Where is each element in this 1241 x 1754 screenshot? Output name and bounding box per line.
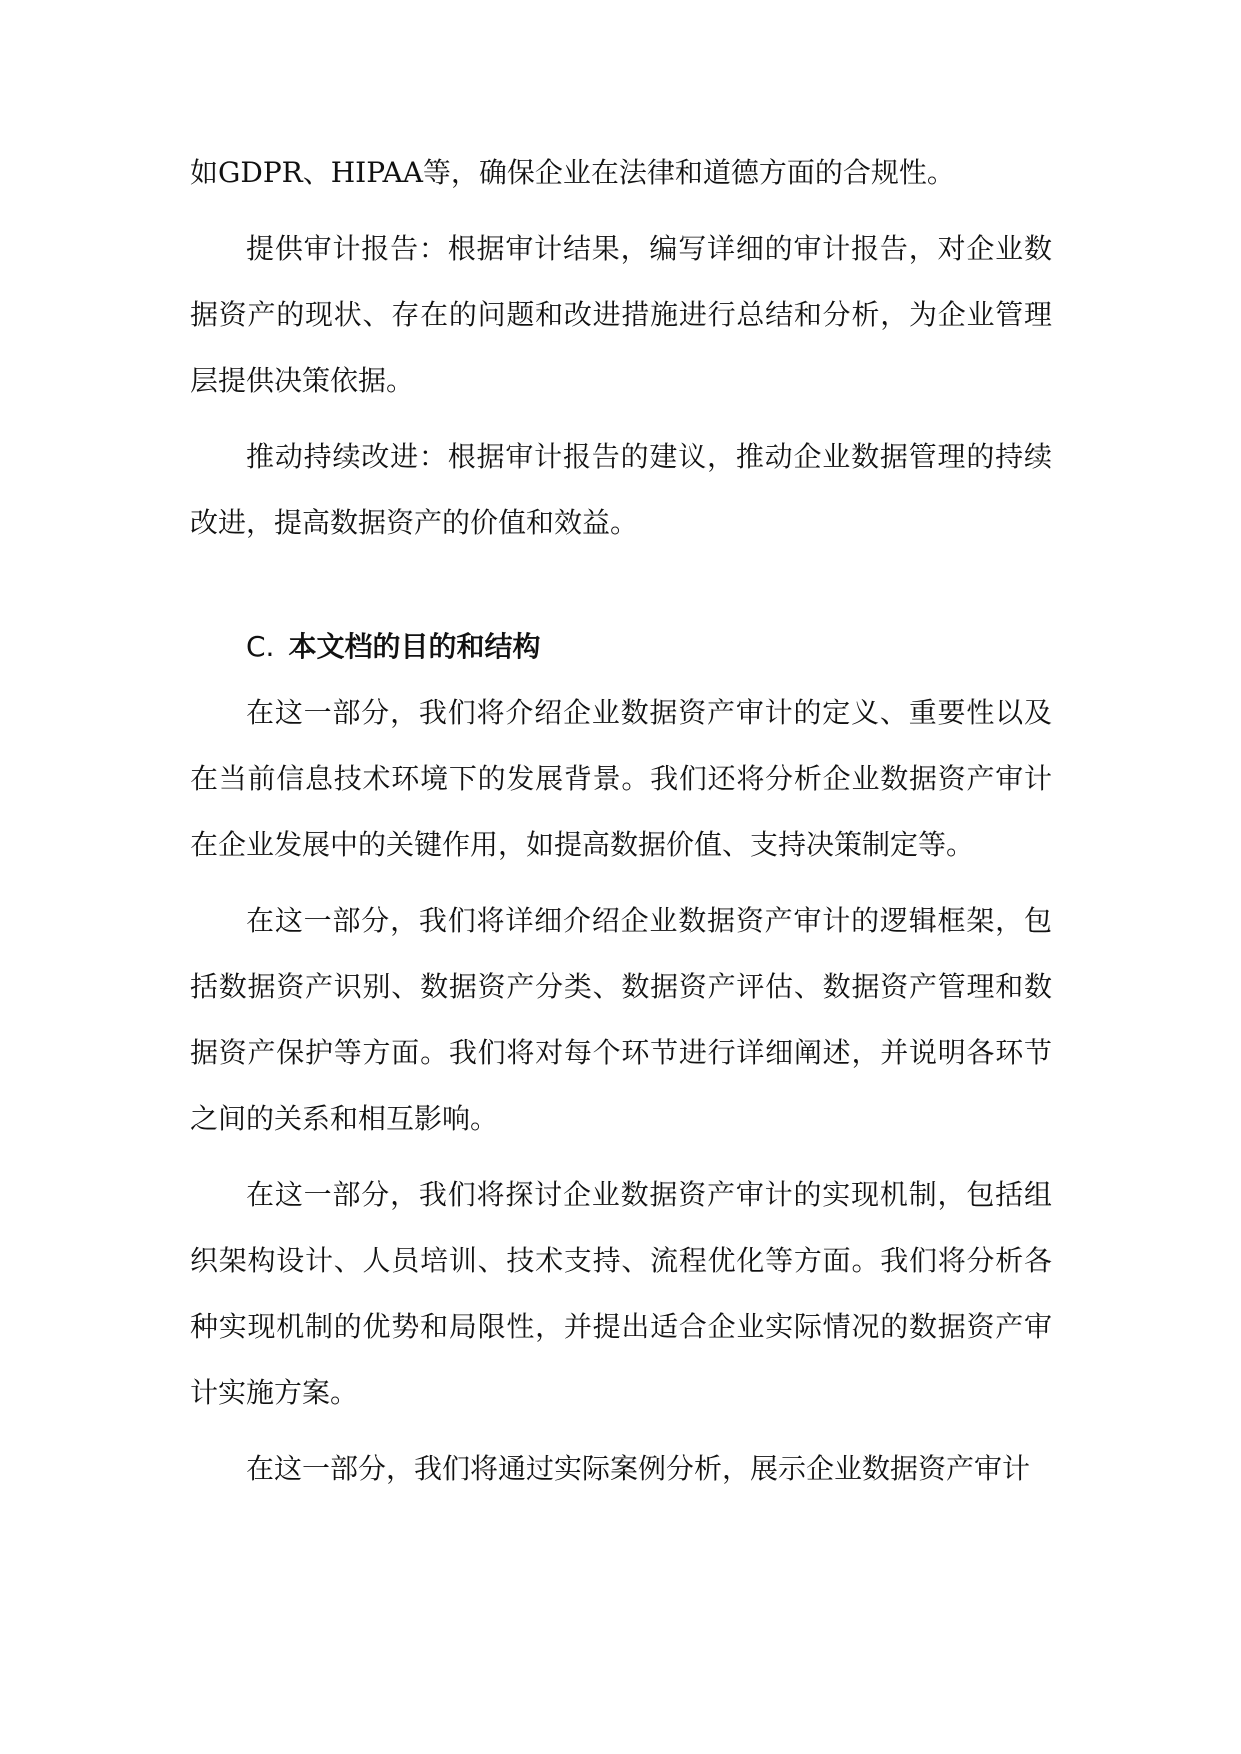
paragraph-continuous-improvement: 推动持续改进：根据审计报告的建议，推动企业数据管理的持续改进，提高数据资产的价值和效益。 (190, 440, 1052, 539)
section-heading (190, 614, 1052, 680)
document-body (190, 140, 1052, 1502)
paragraph-compliance: 如GDPR、HIPAA等，确保企业在法律和道德方面的合规性。 (190, 156, 955, 189)
paragraph-intro-definition: 在这一部分，我们将介绍企业数据资产审计的定义、重要性以及在当前信息技术环境下的发展背景。我们还将分析企业数据资产审计在企业发展中的关键作用，如提高数据价值、支持决策制定等。 (190, 696, 1052, 861)
section-heading-label: C. (246, 630, 275, 663)
paragraph-case-analysis: 在这一部分，我们将通过实际案例分析，展示企业数据资产审计 (246, 1452, 1031, 1485)
paragraph-logic-framework: 在这一部分，我们将详细介绍企业数据资产审计的逻辑框架，包括数据资产识别、数据资产分类、数据资产评估、数据资产管理和数据资产保护等方面。我们将对每个环节进行详细阐述，并说明各环节之间的关系和相互影响。 (190, 904, 1052, 1135)
paragraph-audit-report: 提供审计报告：根据审计结果，编写详细的审计报告，对企业数据资产的现状、存在的问题和改进措施进行总结和分析，为企业管理层提供决策依据。 (190, 232, 1052, 397)
paragraph-implementation-mechanism: 在这一部分，我们将探讨企业数据资产审计的实现机制，包括组织架构设计、人员培训、技术支持、流程优化等方面。我们将分析各种实现机制的优势和局限性，并提出适合企业实际情况的数据资产审计实施方案。 (190, 1178, 1052, 1409)
section-heading-title: 本文档的目的和结构 (288, 630, 541, 663)
